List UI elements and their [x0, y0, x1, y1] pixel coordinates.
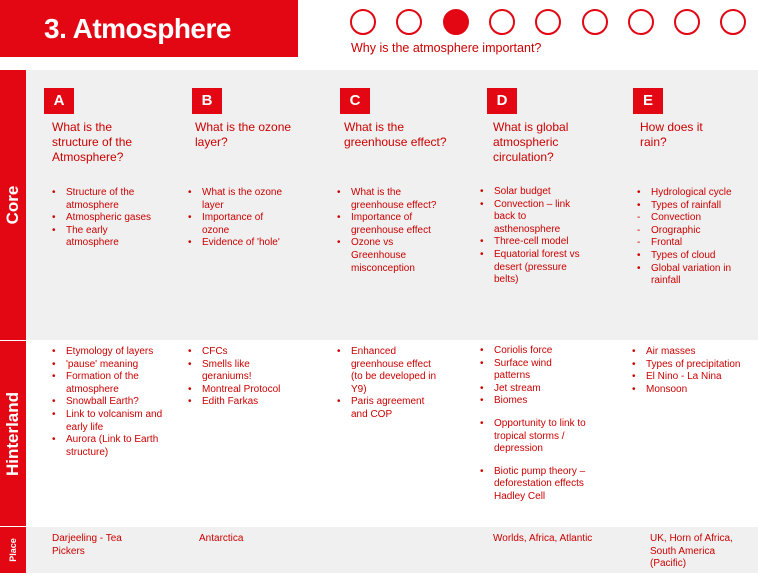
list-item: • Surface wind patterns — [480, 358, 590, 383]
list-item: • Ozone vs Greenhouse misconception — [337, 237, 449, 275]
list-item: • Types of cloud — [637, 250, 737, 263]
core-side-tab — [0, 70, 26, 340]
progress-dot-7 — [628, 9, 654, 35]
list-item: - Orographic — [637, 225, 737, 238]
list-item: • What is the ozone layer — [188, 187, 284, 212]
column-a-question — [52, 120, 132, 165]
column-d-question — [493, 120, 568, 165]
column-d-letter: D — [487, 88, 517, 114]
list-item: • Biomes — [480, 395, 590, 408]
list-item: • Snowball Earth? — [52, 396, 170, 409]
title-banner — [0, 0, 298, 57]
question-line: What is the — [344, 120, 405, 134]
page-title: 3. Atmosphere — [44, 13, 231, 44]
column-c-core-list — [337, 187, 449, 275]
list-item: • Biotic pump theory – deforestation effects Hadley Cell — [480, 466, 590, 504]
column-a-hinterland-list — [52, 346, 170, 459]
list-item: • What is the greenhouse effect? — [337, 187, 449, 212]
column-e-core-list — [637, 187, 737, 288]
column-b-question — [195, 120, 291, 150]
column-a-place: Darjeeling - Tea Pickers — [52, 533, 122, 557]
column-b-letter: B — [192, 88, 222, 114]
progress-dot-1 — [350, 9, 376, 35]
list-item: - Convection — [637, 212, 737, 225]
list-item: • The early atmosphere — [52, 225, 152, 250]
column-e-hinterland-list — [632, 346, 742, 396]
place-side-tab — [0, 527, 26, 573]
question-line: What is global — [493, 120, 569, 134]
list-item: • Atmospheric gases — [52, 212, 152, 225]
column-c-letter: C — [340, 88, 370, 114]
column-a-core-list — [52, 187, 152, 250]
progress-dot-5 — [535, 9, 561, 35]
column-b-hinterland-list — [188, 346, 298, 409]
list-item: • 'pause' meaning — [52, 359, 170, 372]
question-line: rain? — [640, 135, 667, 149]
hinterland-side-tab — [0, 341, 26, 526]
question-line: circulation? — [493, 150, 554, 164]
core-label: Core — [3, 185, 22, 225]
question-line: layer? — [195, 135, 228, 149]
list-item: • Global variation in rainfall — [637, 263, 737, 288]
list-item: • Convection – link back to asthenosphere — [480, 199, 580, 237]
list-item: • Solar budget — [480, 186, 580, 199]
list-item: • Enhanced greenhouse effect (to be developed in Y9) — [337, 346, 437, 396]
list-item: • Jet stream — [480, 383, 590, 396]
column-e-question — [640, 120, 703, 150]
list-item: • Montreal Protocol — [188, 384, 298, 397]
progress-dot-4 — [489, 9, 515, 35]
column-d-place: Worlds, Africa, Atlantic — [493, 533, 593, 544]
list-item: • Air masses — [632, 346, 742, 359]
list-item: • Hydrological cycle — [637, 187, 737, 200]
list-item: • Link to volcanism and early life — [52, 409, 170, 434]
list-item: • Monsoon — [632, 384, 742, 397]
progress-dot-9 — [720, 9, 746, 35]
question-line: atmospheric — [493, 135, 559, 149]
list-item: • Etymology of layers — [52, 346, 170, 359]
list-item: • Evidence of 'hole' — [188, 237, 284, 250]
question-line: What is the ozone — [195, 120, 292, 134]
question-line: What is the — [52, 120, 113, 134]
list-item: • El Nino - La Nina — [632, 371, 742, 384]
list-item: • Opportunity to link to tropical storms / depression — [480, 418, 590, 456]
list-item: • Importance of ozone — [188, 212, 284, 237]
column-a-letter: A — [44, 88, 74, 114]
list-item: • Structure of the atmosphere — [52, 187, 152, 212]
progress-dot-2 — [396, 9, 422, 35]
column-c-hinterland-list — [337, 346, 437, 422]
list-item: • Aurora (Link to Earth structure) — [52, 434, 170, 459]
list-item: • CFCs — [188, 346, 298, 359]
list-item: - Frontal — [637, 237, 737, 250]
hinterland-label: Hinterland — [3, 391, 22, 476]
column-e-place: UK, Horn of Africa, South America (Pacific) — [650, 533, 733, 570]
list-item: • Types of precipitation — [632, 359, 742, 372]
list-item: • Formation of the atmosphere — [52, 371, 170, 396]
column-b-core-list — [188, 187, 284, 250]
column-d-hinterland-list — [480, 345, 590, 504]
question-line: structure of the — [52, 135, 133, 149]
key-question: Why is the atmosphere important? — [351, 41, 542, 55]
column-d-core-list — [480, 186, 580, 287]
question-line: greenhouse effect? — [344, 135, 447, 149]
column-c-question — [344, 120, 447, 150]
list-item: • Equatorial forest vs desert (pressure belts) — [480, 249, 580, 287]
progress-dot-8 — [674, 9, 700, 35]
list-item: • Importance of greenhouse effect — [337, 212, 449, 237]
place-label: Place — [8, 538, 18, 562]
list-item: • Paris agreement and COP — [337, 396, 437, 421]
list-item: • Types of rainfall — [637, 200, 737, 213]
progress-dot-3 — [443, 9, 469, 35]
list-item: • Smells like geraniums! — [188, 359, 298, 384]
question-line: How does it — [640, 120, 703, 134]
list-item: • Edith Farkas — [188, 396, 298, 409]
list-item: • Three-cell model — [480, 236, 580, 249]
column-b-place: Antarctica — [199, 533, 244, 544]
progress-dot-6 — [582, 9, 608, 35]
column-e-letter: E — [633, 88, 663, 114]
question-line: Atmosphere? — [52, 150, 124, 164]
list-item: • Coriolis force — [480, 345, 590, 358]
